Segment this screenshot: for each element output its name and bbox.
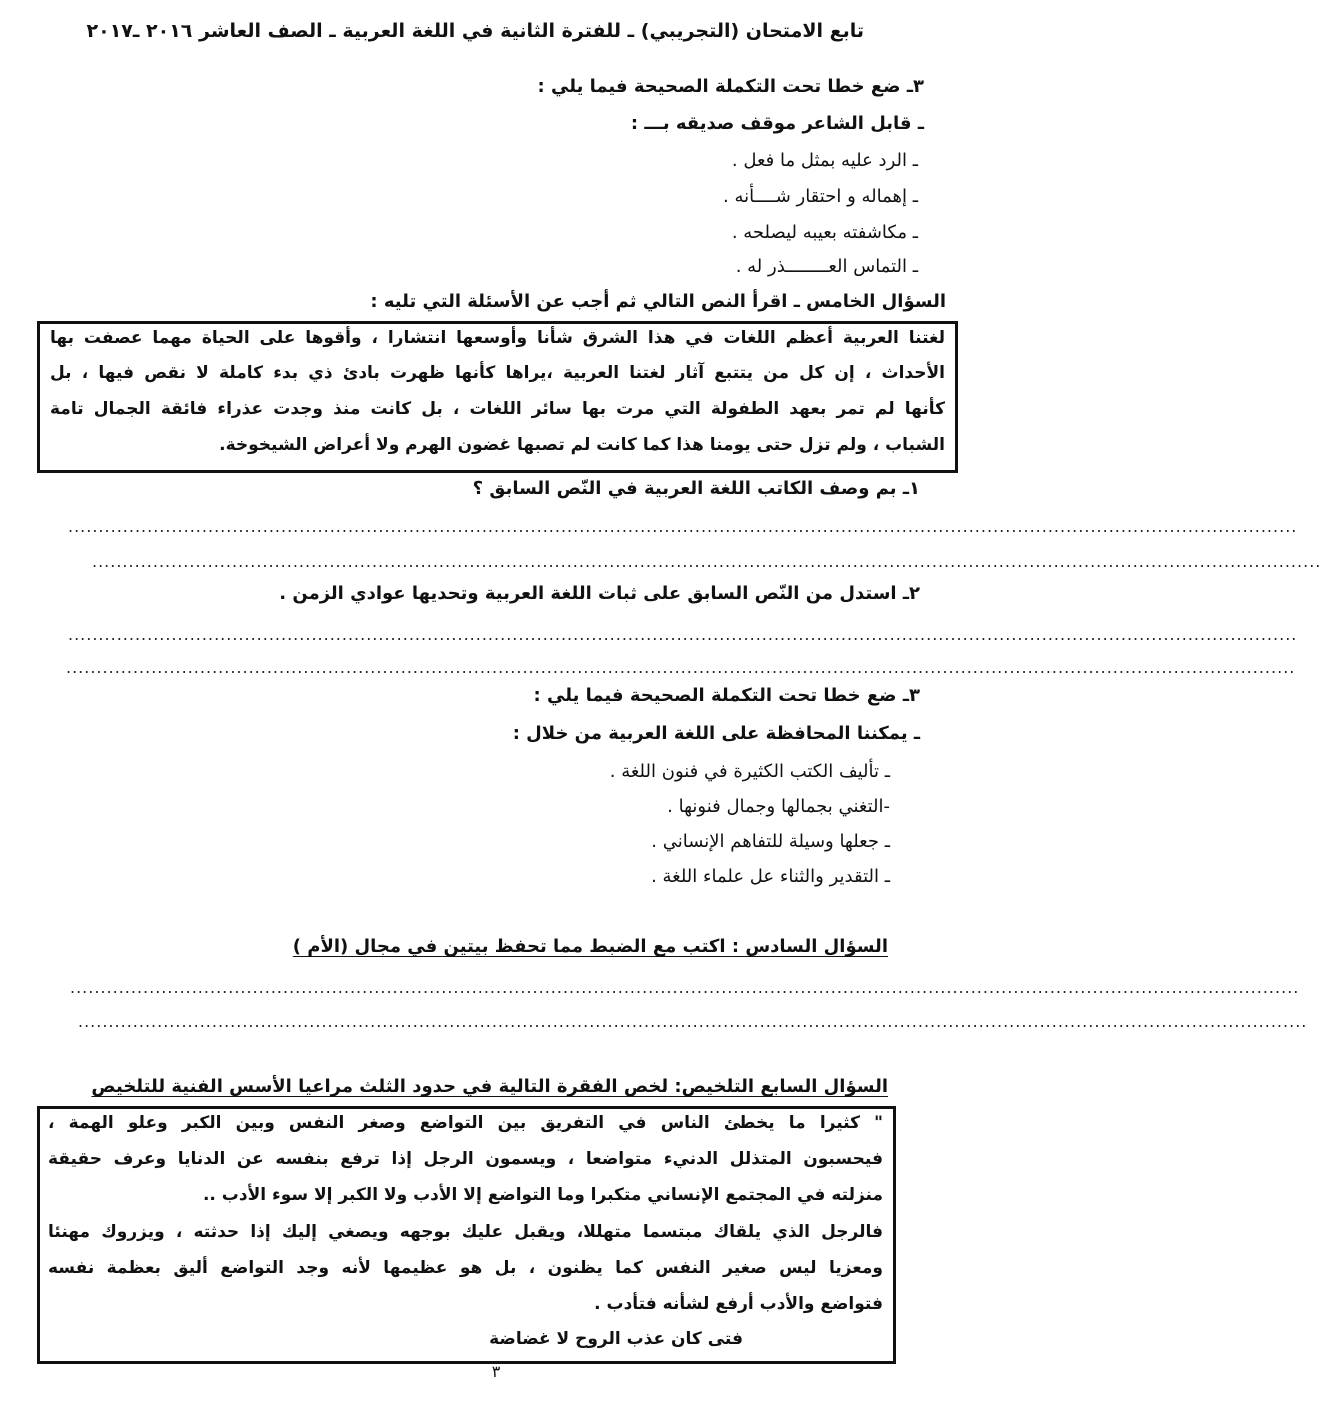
answer-line: ..........................................................................................................................................................................................................	[68, 517, 1298, 536]
q5-option-1: ـ تأليف الكتب الكثيرة في فنون اللغة .	[609, 761, 890, 782]
q5-option-3: ـ جعلها وسيلة للتفاهم الإنساني .	[651, 831, 890, 852]
q7-prompt	[91, 1076, 888, 1098]
q5-option-4: ـ التقدير والثناء عل علماء اللغة .	[651, 866, 890, 887]
q7-text: لخص الفقرة التالية في حدود الثلث مراعيا الأسس الفنية للتلخيص	[91, 1076, 669, 1097]
q7-label: السؤال السابع التلخيص:	[674, 1076, 888, 1097]
q5-question-1: ١ـ بم وصف الكاتب اللغة العربية في النّص السابق ؟	[472, 478, 920, 499]
q7-passage-line-3: منزلته في المجتمع الإنساني متكبرا وما التواضع إلا الأدب ولا الكبر إلا سوء الأدب ..	[202, 1185, 883, 1205]
q5-passage-line-2: الأحداث ، إن كل من يتتبع آثار لغتنا العربية ،يراها كأنها ظهرت بادئ ذي بدء كاملة لا نقص فيها ، بل	[50, 363, 945, 383]
q5-question-2: ٢ـ استدل من النّص السابق على ثبات اللغة العربية وتحديها عوادي الزمن .	[279, 583, 920, 604]
q5-part3-stem: ـ يمكننا المحافظة على اللغة العربية من خلال :	[512, 723, 920, 744]
q5-passage-line-1: لغتنا العربية أعظم اللغات في هذا الشرق شأنا وأوسعها انتشارا ، وأقوها على الحياة مهما عصفت بها	[50, 328, 945, 348]
q5-title: السؤال الخامس ـ اقرأ النص التالي ثم أجب عن الأسئلة التي تليه :	[370, 291, 946, 312]
q4-option-3: ـ مكاشفته بعيبه ليصلحه .	[731, 222, 918, 243]
q4-option-2: ـ إهماله و احتقار شــــأنه .	[723, 186, 918, 207]
q6-text: اكتب مع الضبط مما تحفظ بيتين في مجال (الأم )	[292, 936, 726, 957]
q5-part3-title: ٣ـ ضع خطا تحت التكملة الصحيحة فيما يلي :	[533, 685, 920, 706]
q7-passage-line-4: فالرجل الذي يلقاك مبتسما متهللا، ويقبل عليك بوجهه ويصغي إليك إذا حدثته ، ويزروك مهنئا	[48, 1222, 883, 1242]
q5-option-2: -التغني بجمالها وجمال فنونها .	[667, 796, 890, 817]
q4-option-4: ـ التماس العــــــــذر له .	[735, 256, 918, 277]
q4-part3-stem: ـ قابل الشاعر موقف صديقه بـــ :	[630, 113, 924, 134]
answer-line: ..........................................................................................................................................................................................................	[68, 625, 1298, 644]
q5-passage-line-3: كأنها لم تمر بعهد الطفولة التي مرت بها سائر اللغات ، بل كانت منذ وجدت عذراء فائقة الجمال تامة	[50, 399, 945, 419]
q7-passage-line-2: فيحسبون المتذلل الدنيء متواضعا ، ويسمون الرجل إذا ترفع بنفسه عن الدنايا وعرف حقيقة	[48, 1149, 883, 1169]
q7-verse: فتى كان عذب الروح لا غضاضة	[489, 1329, 743, 1349]
q7-passage-line-1: " كثيرا ما يخطئ الناس في التفريق بين التواضع وصغر النفس وبين الكبر وعلو الهمة ،	[48, 1113, 883, 1133]
page-number: ٣	[491, 1362, 501, 1381]
q6-label: السؤال السادس :	[731, 936, 888, 957]
q5-passage-line-4: الشباب ، ولم تزل حتى يومنا هذا كما كانت لم تصبها غضون الهرم ولا أعراض الشيخوخة.	[219, 435, 945, 455]
q4-part3-title: ٣ـ ضع خطا تحت التكملة الصحيحة فيما يلي :	[537, 76, 924, 97]
q7-passage-line-5: ومعزيا ليس صغير النفس كما يظنون ، بل هو عظيمها لأنه وجد التواضع أليق بعظمة نفسه	[48, 1258, 883, 1278]
q7-passage-line-6: فتواضع والأدب أرفع لشأنه فتأدب .	[594, 1294, 883, 1314]
answer-line: ..........................................................................................................................................................................................................	[92, 552, 1321, 571]
q7-passage-box	[37, 1106, 896, 1364]
q5-passage-box	[37, 321, 958, 473]
q4-option-1: ـ الرد عليه بمثل ما فعل .	[731, 150, 918, 171]
exam-header: تابع الامتحان (التجريبي) ـ للفترة الثانية في اللغة العربية ـ الصف العاشر ٢٠١٦ ـ٢٠١٧	[86, 20, 864, 42]
answer-line: ..........................................................................................................................................................................................................	[78, 1012, 1308, 1031]
answer-line: ..........................................................................................................................................................................................................	[66, 658, 1296, 677]
q6-prompt	[293, 936, 888, 958]
answer-line: ..........................................................................................................................................................................................................	[70, 978, 1300, 997]
